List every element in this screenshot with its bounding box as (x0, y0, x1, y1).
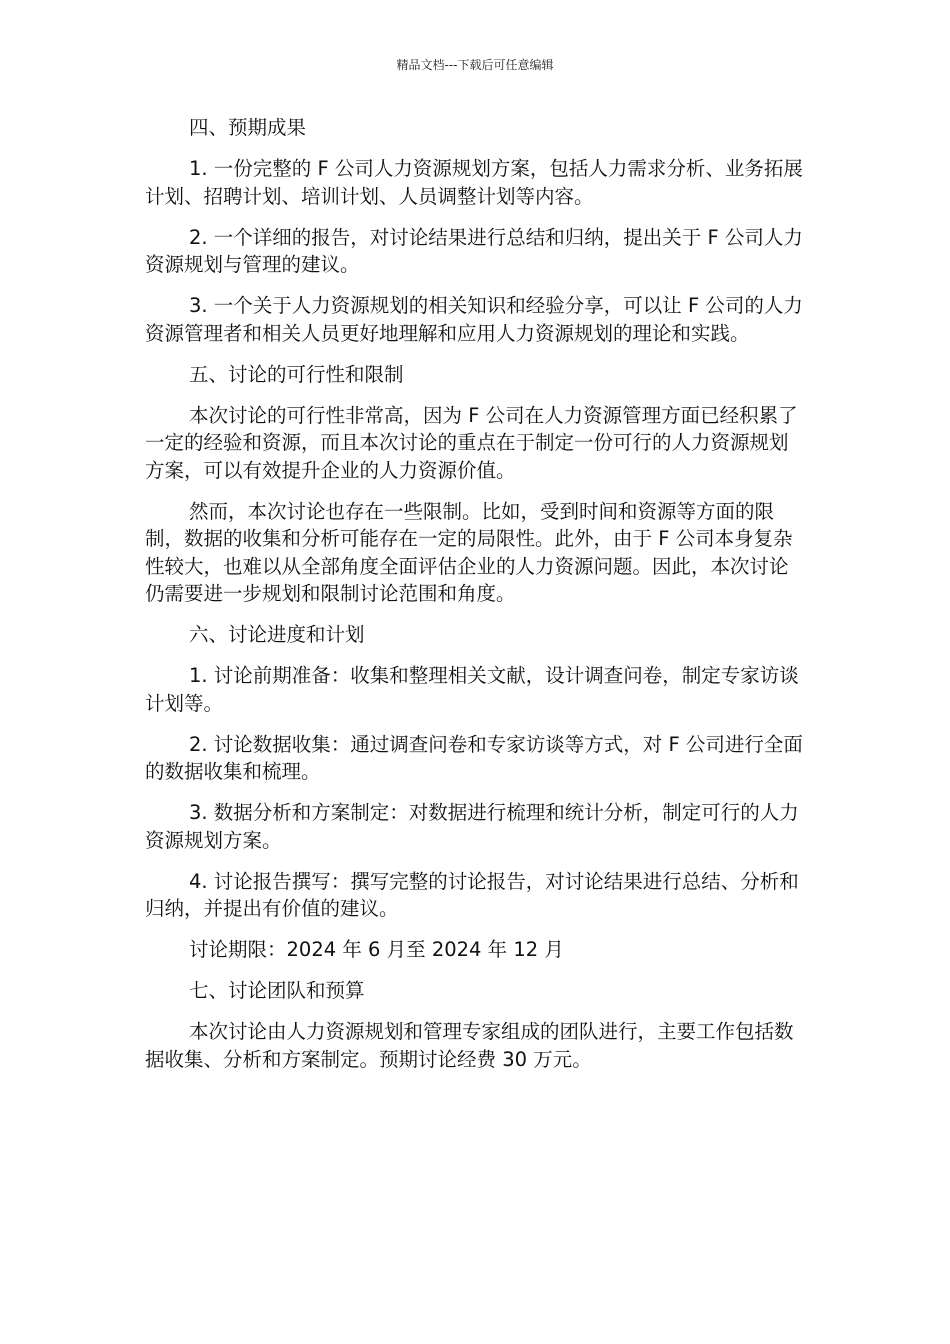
result-item-3: 3. 一个关于人力资源规划的相关知识和经验分享，可以让 F 公司的人力资源管理者和相关人员更好地理解和应用人力资源规划的理论和实践。 (145, 294, 803, 345)
section-heading-feasibility: 五、讨论的可行性和限制 (189, 362, 404, 386)
result-item-2: 2. 一个详细的报告，对讨论结果进行总结和归纳，提出关于 F 公司人力资源规划与管理的建议。 (145, 225, 803, 276)
schedule-item-2: 2. 讨论数据收集：通过调查问卷和专家访谈等方式，对 F 公司进行全面的数据收集和梳理。 (145, 732, 803, 783)
schedule-item-1: 1. 讨论前期准备：收集和整理相关文献，设计调查问卷，制定专家访谈计划等。 (145, 664, 799, 715)
limitations-paragraph: 然而，本次讨论也存在一些限制。比如，受到时间和资源等方面的限制，数据的收集和分析可能存在一定的局限性。此外，由于 F 公司本身复杂性较大，也难以从全部角度全面评估企业的人力资源问题。因此，本次讨论仍需要进一步规划和限制讨论范围和角度。 (145, 499, 793, 605)
schedule-item-3: 3. 数据分析和方案制定：对数据进行梳理和统计分析，制定可行的人力资源规划方案。 (145, 801, 799, 852)
section-heading-expected-results: 四、预期成果 (189, 116, 307, 139)
team-budget-paragraph: 本次讨论由人力资源规划和管理专家组成的团队进行，主要工作包括数据收集、分析和方案制定。预期讨论经费 30 万元。 (145, 1020, 794, 1071)
page-header: 精品文档---下载后可任意编辑 (396, 58, 554, 72)
section-heading-schedule: 六、讨论进度和计划 (189, 623, 365, 646)
section-heading-team-budget: 七、讨论团队和预算 (189, 979, 365, 1002)
document-body (145, 114, 805, 1087)
schedule-item-4: 4. 讨论报告撰写：撰写完整的讨论报告，对讨论结果进行总结、分析和归纳，并提出有价值的建议。 (145, 869, 799, 920)
result-item-1: 1. 一份完整的 F 公司人力资源规划方案，包括人力需求分析、业务拓展计划、招聘计划、培训计划、人员调整计划等内容。 (145, 157, 803, 208)
discussion-period: 讨论期限：2024 年 6 月至 2024 年 12 月 (189, 938, 564, 961)
feasibility-paragraph: 本次讨论的可行性非常高，因为 F 公司在人力资源管理方面已经积累了一定的经验和资源，而且本次讨论的重点在于制定一份可行的人力资源规划方案，可以有效提升企业的人力资源价值。 (145, 403, 798, 482)
